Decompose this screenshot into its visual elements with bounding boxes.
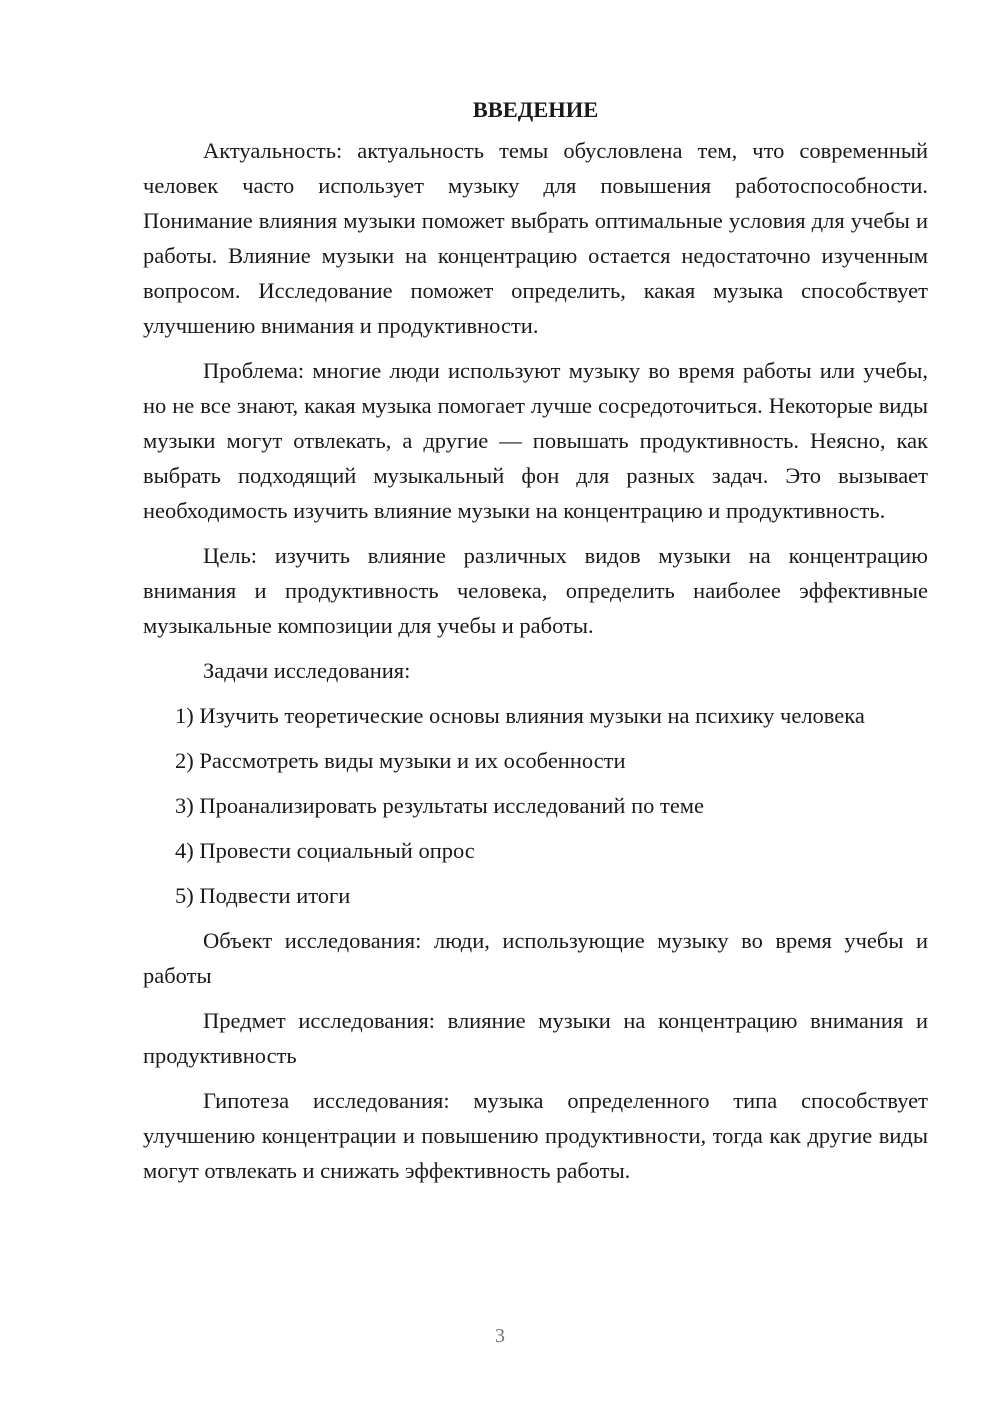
page-number: 3 — [495, 1325, 505, 1347]
task-item: 5) Подвести итоги — [175, 883, 351, 908]
paragraph-problem: Проблема: многие люди используют музыку во время работы или учебы, но не все знают, какая музыка помогает лучше сосредоточиться. Некоторые виды музыки могут отвлекать, а другие — повышать продуктивность. Неясно, как выбрать подходящий музыкальный фон для разных задач. Это вызывает необходимость изучить влияние музыки на концентрацию и продуктивность. — [143, 358, 928, 523]
task-item: 1) Изучить теоретические основы влияния музыки на психику человека — [175, 703, 865, 728]
paragraph-relevance: Актуальность: актуальность темы обусловлена тем, что современный человек часто использует музыку для повышения работоспособности. Понимание влияния музыки поможет выбрать оптимальные условия для учебы и работы. Влияние музыки на концентрацию остается недостаточно изученным вопросом. Исследование поможет определить, какая музыка способствует улучшению внимания и продуктивности. — [143, 138, 928, 338]
section-title: ВВЕДЕНИЕ — [472, 97, 599, 122]
paragraph-subject: Предмет исследования: влияние музыки на концентрацию внимания и продуктивность — [143, 1008, 928, 1068]
task-item: 2) Рассмотреть виды музыки и их особенности — [175, 748, 626, 773]
task-item: 3) Проанализировать результаты исследований по теме — [175, 793, 705, 818]
page-content — [143, 92, 928, 1198]
paragraph-hypothesis: Гипотеза исследования: музыка определенного типа способствует улучшению концентрации и повышению продуктивности, тогда как другие виды могут отвлекать и снижать эффективность работы. — [143, 1088, 928, 1183]
paragraph-goal: Цель: изучить влияние различных видов музыки на концентрацию внимания и продуктивность человека, определить наиболее эффективные музыкальные композиции для учебы и работы. — [143, 543, 928, 638]
task-item: 4) Провести социальный опрос — [175, 838, 475, 863]
paragraph-object: Объект исследования: люди, использующие музыку во время учебы и работы — [143, 928, 928, 988]
tasks-heading: Задачи исследования: — [203, 658, 411, 683]
